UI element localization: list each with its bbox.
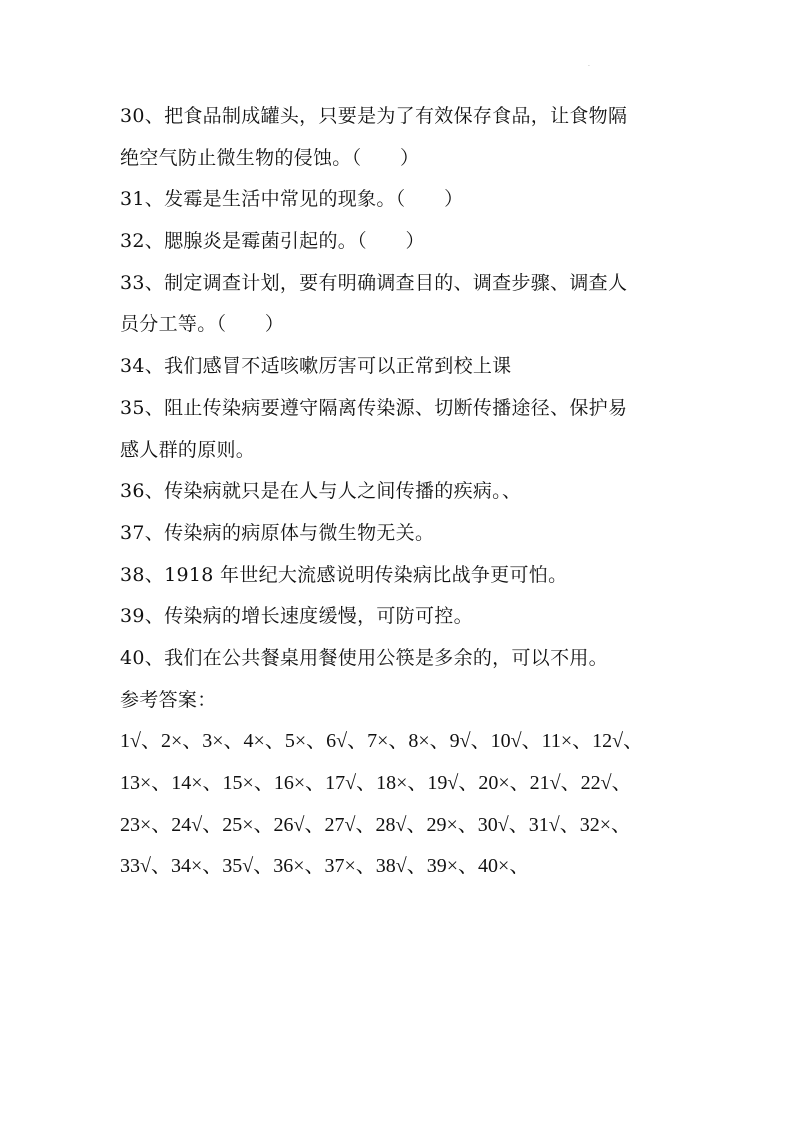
question-list	[120, 96, 685, 888]
question-32	[120, 221, 685, 263]
answer-line: 1√、2×、3×、4×、5×、6√、7×、8×、9√、10√、11×、12√、	[120, 730, 644, 753]
question-30	[120, 96, 685, 179]
question-35	[120, 388, 685, 471]
question-33	[120, 263, 685, 346]
answer-line: 23×、24√、25×、26√、27√、28√、29×、30√、31√、32×、	[120, 813, 631, 836]
question-40	[120, 638, 685, 680]
question-line: 39、传染病的增长速度缓慢，可防可控。	[120, 605, 473, 628]
question-36	[120, 471, 685, 513]
question-line: 30、把食品制成罐头，只要是为了有效保存食品，让食物隔	[120, 105, 628, 127]
question-line: 38、1918 年世纪大流感说明传染病比战争更可怕。	[120, 563, 568, 586]
question-34	[120, 346, 685, 388]
answers-heading: 参考答案：	[120, 688, 217, 711]
question-line: 员分工等。（ ）	[120, 313, 285, 336]
question-line: 37、传染病的病原体与微生物无关。	[120, 521, 435, 544]
question-line: 36、传染病就只是在人与人之间传播的疾病。、	[120, 480, 522, 503]
answer-line: 33√、34×、35√、36×、37×、38√、39×、40×、	[120, 855, 530, 878]
question-line: 感人群的原则。	[120, 438, 256, 461]
question-line: 40、我们在公共餐桌用餐使用公筷是多余的，可以不用。	[120, 646, 608, 669]
question-line: 33、制定调查计划，要有明确调查目的、调查步骤、调查人	[120, 271, 628, 294]
question-line: 34、我们感冒不适咳嗽厉害可以正常到校上课	[120, 355, 512, 378]
question-31	[120, 179, 685, 221]
question-38	[120, 555, 685, 597]
question-37	[120, 513, 685, 555]
question-line: 35、阻止传染病要遵守隔离传染源、切断传播途径、保护易	[120, 396, 628, 419]
question-39	[120, 596, 685, 638]
page-mark: ·	[588, 63, 590, 70]
answer-key	[120, 721, 685, 888]
answer-line: 13×、14×、15×、16×、17√、18×、19√、20×、21√、22√、	[120, 772, 632, 794]
question-line: 绝空气防止微生物的侵蚀。（ ）	[120, 146, 420, 169]
question-line: 31、发霉是生活中常见的现象。（ ）	[120, 188, 464, 211]
question-line: 32、腮腺炎是霉菌引起的。（ ）	[120, 230, 425, 253]
